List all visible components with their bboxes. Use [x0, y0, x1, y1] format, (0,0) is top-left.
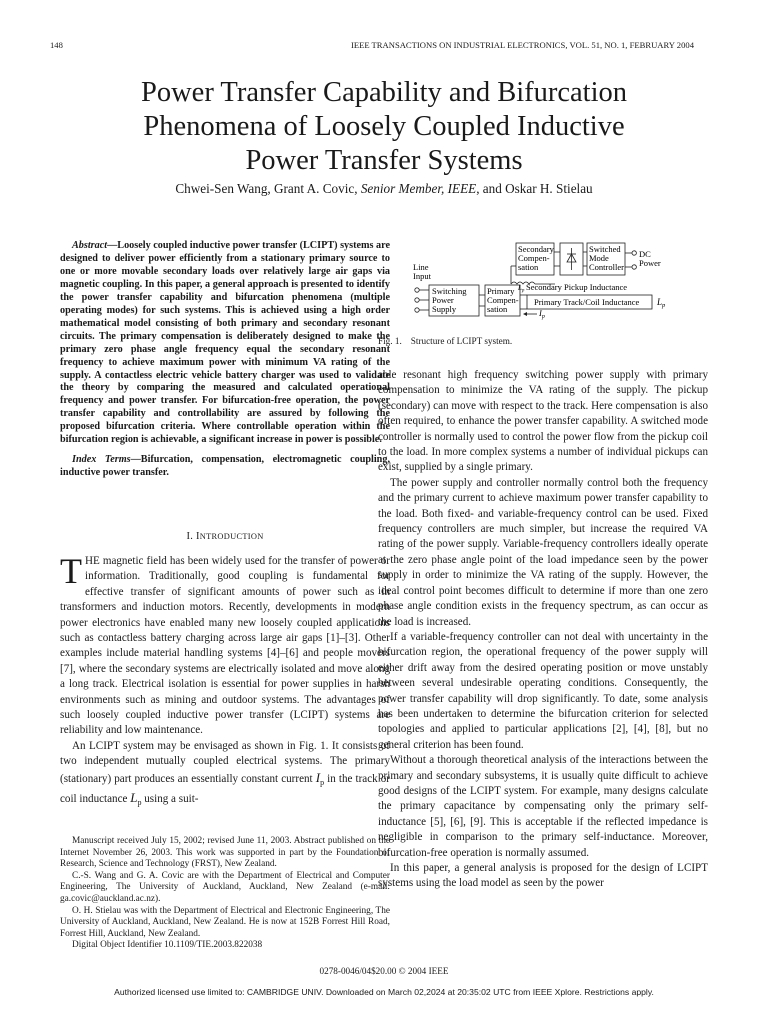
input-terminals — [415, 288, 429, 312]
secondary-compensation-label: Secondary — [518, 244, 554, 254]
title-line: Phenomena of Loosely Coupled Inductive — [143, 111, 625, 142]
footnotes — [60, 836, 390, 952]
paragraph-text: HE magnetic field has been widely used for the transfer of power or information. Traditionally, good coupling is fundamental for effective transfer of significant amounts of power such as in transformers and induction motors. Recently, developments in modern power electronics have enabled many new loosely coupled applications such as contactless battery charging across large air gaps [1]–[3]. Other examples include material handling systems [4]–[6] and people movers [7], where the secondary systems are electrically isolated and move along a long track. Electrical isolation is essential for power supplies in harsh environments such as mining and outdoor systems. The advantages of such loosely coupled inductive power transfer (LCIPT) systems are reliability and low maintenance. — [60, 555, 390, 737]
author-role: Senior Member, IEEE — [360, 181, 477, 196]
index-terms-text: —Bifurcation, compensation, electromagnetic coupling, inductive power transfer. — [60, 454, 390, 479]
symbol-subscript: p — [320, 777, 325, 787]
title-line: Power Transfer Systems — [245, 145, 523, 176]
abstract-label: Abstract — [72, 240, 108, 251]
paper-title — [60, 76, 708, 178]
figure-caption — [378, 336, 512, 346]
abstract-block — [60, 240, 390, 480]
primary-compensation-label: Compen- — [487, 295, 519, 305]
ip-symbol: $I_p$ — [539, 308, 545, 320]
journal-header: IEEE TRANSACTIONS ON INDUSTRIAL ELECTRONICS, VOL. 51, NO. 1, FEBRUARY 2004 — [350, 40, 694, 50]
figure-lcipt-structure — [405, 240, 715, 330]
drop-cap: T — [60, 551, 82, 591]
secondary-compensation-label: sation — [518, 262, 539, 272]
index-terms-paragraph — [60, 454, 390, 480]
primary-compensation-label: sation — [487, 304, 508, 314]
body-paragraph — [60, 551, 390, 739]
body-paragraph: In this paper, a general analysis is proposed for the design of LCIPT systems using the load model as seen by the power — [378, 862, 708, 890]
body-paragraph — [60, 739, 390, 811]
switching-power-supply-label: Supply — [432, 304, 457, 314]
footnote: O. H. Stielau was with the Department of Electrical and Electronic Engineering, The University of Auckland, Auckland, New Zealand. He is now at 152B Forrest Hill Road, Forrest Hill, Auckland, New Zealand. — [60, 905, 390, 939]
primary-compensation-label: Primary — [487, 286, 515, 296]
title-line: Power Transfer Capability and Bifurcation — [140, 77, 627, 108]
abstract-text: —Loosely coupled inductive power transfer (LCIPT) systems are designed to deliver power efficiently from a stationary primary source to one or more movable secondary loads over relatively large air gaps via magnetic coupling. In this paper, a general approach is presented to identify the power transfer capability and bifurcation phenomena (multiple operating modes) for such systems. This is achieved using a high order mathematical model consisting of both primary and secondary resonant circuits. The primary compensation is deliberately designed to make the primary zero phase angle frequency equal the secondary resonant frequency to achieve maximum power with minimum VA rating of the supply. A contactless electric vehicle battery charger was used to validate the theory by comparing the measured and calculated operational frequency and power transfer. For bifurcation-free operation, the power transfer capability and controllability are assured by following the proposed bifurcation criteria. Where controllable operation within the bifurcation region is achievable, a significant increase in power is possible. — [60, 240, 390, 446]
right-body — [378, 368, 708, 892]
ip-arrow-head — [523, 312, 527, 316]
controller-label: Controller — [589, 262, 624, 272]
body-paragraph: Without a thorough theoretical analysis of the interactions between the primary and secondary subsystems, it is usually quite difficult to achieve good designs of the LCIPT system. For example, many designs calculate the primary capacitance by compensating only the primary self-inductance [5], [6], [9]. This is acceptable if the reflected impedance is negligible in comparison to the primary self-inductance. Moreover, bifurcation-free operation is normally assumed. — [378, 754, 708, 859]
body-paragraph: If a variable-frequency controller can not deal with uncertainty in the bifurcation region, the operational frequency of the power supply will either drift away from the desired operating position or move unstably between several undesirable operating conditions. Consequently, the power transfer capability will drop significantly. To date, some analysis has been undertaken to determine the bifurcation criterion for selected topologies and applied to particular applications [2], [4], [8], but no general criterion has been found. — [378, 630, 708, 751]
lp-small-symbol: $L_p$ — [518, 284, 525, 294]
controller-label: Switched — [589, 244, 621, 254]
controller-label: Mode — [589, 253, 609, 263]
dc-power-label: Power — [639, 258, 661, 268]
symbol-ip: I — [315, 769, 321, 785]
figure-caption-text: Structure of LCIPT system. — [410, 336, 513, 346]
body-paragraph: able resonant high frequency switching power supply with primary compensation to minimize the VA rating of the supply. The pickup (secondary) can move with respect to the track. Here compensation is also often required, to enhance the power transfer capability. A switched mode controller is normally used to control the power flow from the pickup coil to the load. In more complex systems a number of individual pickups can exist, supplied by a single primary. — [378, 369, 708, 474]
paragraph-text: An LCIPT system may be envisaged as shown in Fig. 1. It consists of two independent mutually coupled electrical systems. The primary (stationary) part produces an essentially constant current — [60, 739, 390, 785]
author-names: Chwei-Sen Wang, Grant A. Covic, — [175, 181, 361, 196]
footnote: Manuscript received July 15, 2002; revised June 11, 2003. Abstract published on the Internet November 26, 2003. This work was supported in part by the Foundation of Research, Science and Technology (FRST), New Zealand. — [60, 836, 390, 870]
figure-caption-number: Fig. 1. — [378, 336, 402, 346]
footnote: Digital Object Identifier 10.1109/TIE.2003.822038 — [72, 940, 263, 951]
dc-output-terminals — [625, 251, 636, 269]
symbol-subscript: p — [137, 798, 142, 808]
dc-power-label: DC — [639, 249, 651, 259]
license-notice: Authorized licensed use limited to: CAMBRIDGE UNIV. Downloaded on March 02,2024 at 20:35:02 UTC from IEEE Xplore. Restrictions apply. — [114, 987, 654, 997]
abstract-paragraph — [60, 240, 390, 447]
footnote: C.-S. Wang and G. A. Covic are with the Department of Electrical and Computer Engineering, The University of Auckland, Auckland, New Zealand (e-mail: ga.covic@auckland.ac.nz). — [60, 870, 390, 904]
secondary-compensation-label: Compen- — [518, 253, 550, 263]
section-title-rest: NTRODUCTION — [199, 532, 264, 541]
primary-track-label: Primary Track/Coil Inductance — [534, 297, 640, 307]
section-number: I. — [186, 531, 196, 542]
paragraph-text: using a suit- — [141, 793, 199, 806]
line-input-label: Line — [413, 262, 429, 272]
author-names-end: , and Oskar H. Stielau — [476, 181, 593, 196]
pickup-inductance-label: Secondary Pickup Inductance — [526, 282, 628, 292]
section-initial: I — [196, 531, 200, 542]
paragraph-text: in the track or coil inductance — [60, 772, 390, 806]
section-heading — [60, 531, 390, 542]
author-line — [60, 181, 708, 197]
switching-power-supply-label: Power — [432, 295, 454, 305]
index-terms-label: Index Terms — [72, 454, 131, 466]
copyright-line: 0278-0046/04$20.00 © 2004 IEEE — [319, 966, 449, 976]
switching-power-supply-label: Switching — [432, 286, 467, 296]
left-body — [60, 551, 390, 811]
symbol-lp: L — [130, 790, 138, 806]
line-input-label: Input — [413, 271, 431, 281]
page-number: 148 — [50, 40, 63, 50]
lp-symbol: $L_p$ — [657, 297, 666, 309]
body-paragraph: The power supply and controller normally control both the frequency and the primary current to achieve maximum power transfer capability to the load. Both fixed- and variable-frequency control can be used. Fixed frequency controllers are much simpler, but increase the required VA rating of the power supply. Variable-frequency controllers ideally operate at the zero phase angle point of the load impedance seen by the power supply in order to minimize the VA rating of the supply. However, the ideal control point becomes difficult to determine if more than one zero phase angle condition exists in the frequency spectrum, as can occur as the load is increased. — [378, 476, 708, 628]
